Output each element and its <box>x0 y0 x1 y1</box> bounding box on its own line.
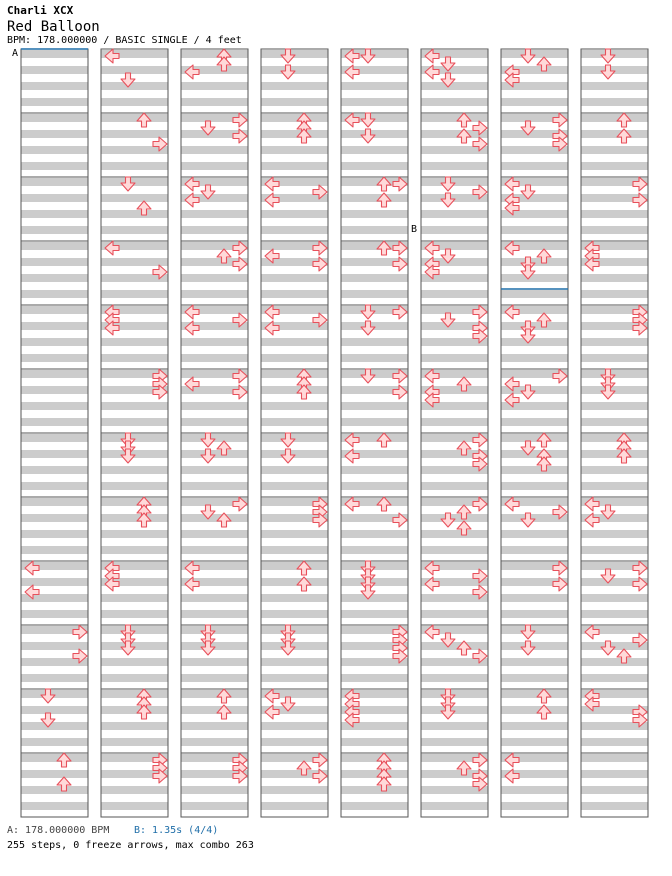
beat-stripe <box>502 338 568 346</box>
beat-stripe <box>342 418 408 426</box>
beat-stripe <box>182 786 248 794</box>
beat-stripe <box>422 658 488 666</box>
beat-stripe <box>422 610 488 618</box>
beat-stripe <box>102 354 168 362</box>
footer-bpm-a: A: 178.000000 BPM <box>7 825 110 836</box>
beat-stripe <box>422 162 488 170</box>
beat-stripe <box>342 770 408 778</box>
beat-stripe <box>182 98 248 106</box>
beat-stripe <box>262 386 328 394</box>
beat-stripe <box>502 434 568 442</box>
beat-stripe <box>22 706 88 714</box>
beat-stripe <box>262 66 328 74</box>
beat-stripe <box>502 98 568 106</box>
beat-stripe <box>342 802 408 810</box>
beat-stripe <box>502 290 568 298</box>
beat-stripe <box>422 642 488 650</box>
beat-stripe <box>262 50 328 58</box>
beat-stripe <box>502 418 568 426</box>
beat-stripe <box>582 66 648 74</box>
beat-stripe <box>342 482 408 490</box>
beat-stripe <box>582 146 648 154</box>
beat-stripe <box>582 338 648 346</box>
chart-column <box>501 49 568 817</box>
beat-stripe <box>262 98 328 106</box>
beat-stripe <box>262 722 328 730</box>
beat-stripe <box>582 98 648 106</box>
beat-stripe <box>22 258 88 266</box>
beat-stripe <box>22 658 88 666</box>
beat-stripe <box>182 402 248 410</box>
beat-stripe <box>102 98 168 106</box>
beat-stripe <box>182 434 248 442</box>
beat-stripe <box>582 610 648 618</box>
beat-stripe <box>22 802 88 810</box>
beat-stripe <box>422 690 488 698</box>
beat-stripe <box>502 258 568 266</box>
beat-stripe <box>22 82 88 90</box>
beat-stripe <box>262 562 328 570</box>
beat-stripe <box>22 770 88 778</box>
beat-stripe <box>582 594 648 602</box>
beat-stripe <box>102 498 168 506</box>
beat-stripe <box>182 706 248 714</box>
beat-stripe <box>102 338 168 346</box>
beat-stripe <box>102 194 168 202</box>
beat-stripe <box>182 802 248 810</box>
beat-stripe <box>262 82 328 90</box>
beat-stripe <box>22 146 88 154</box>
beat-stripe <box>582 546 648 554</box>
artist-name: Charli XCX <box>7 4 74 17</box>
beat-stripe <box>22 306 88 314</box>
beat-stripe <box>582 530 648 538</box>
beat-stripe <box>582 162 648 170</box>
beat-stripe <box>262 626 328 634</box>
beat-stripe <box>422 738 488 746</box>
beat-stripe <box>262 338 328 346</box>
beat-stripe <box>262 546 328 554</box>
beat-stripe <box>422 194 488 202</box>
beat-stripe <box>342 290 408 298</box>
beat-stripe <box>262 434 328 442</box>
beat-stripe <box>102 130 168 138</box>
beat-stripe <box>102 594 168 602</box>
beat-stripe <box>22 546 88 554</box>
beat-stripe <box>502 546 568 554</box>
bpm-marker-a: A <box>12 48 19 59</box>
beat-stripe <box>102 274 168 282</box>
beat-stripe <box>262 290 328 298</box>
beat-stripe <box>22 754 88 762</box>
beat-stripe <box>342 146 408 154</box>
beat-stripe <box>102 114 168 122</box>
beat-stripe <box>502 626 568 634</box>
beat-stripe <box>22 466 88 474</box>
beat-stripe <box>502 322 568 330</box>
beat-stripe <box>102 626 168 634</box>
beat-stripe <box>502 658 568 666</box>
beat-stripe <box>422 594 488 602</box>
beat-stripe <box>182 738 248 746</box>
beat-stripe <box>262 738 328 746</box>
beat-stripe <box>422 514 488 522</box>
chart-column <box>21 49 88 817</box>
beat-stripe <box>342 738 408 746</box>
beat-stripe <box>102 658 168 666</box>
beat-stripe <box>182 610 248 618</box>
beat-stripe <box>422 354 488 362</box>
beat-stripe <box>182 226 248 234</box>
beat-stripe <box>182 418 248 426</box>
beat-stripe <box>22 130 88 138</box>
beat-stripe <box>582 466 648 474</box>
beat-stripe <box>182 354 248 362</box>
beat-stripe <box>22 578 88 586</box>
beat-stripe <box>582 642 648 650</box>
beat-stripe <box>22 674 88 682</box>
beat-stripe <box>182 722 248 730</box>
beat-stripe <box>502 706 568 714</box>
beat-stripe <box>22 738 88 746</box>
beat-stripe <box>342 562 408 570</box>
beat-stripe <box>502 530 568 538</box>
beat-stripe <box>582 370 648 378</box>
beat-stripe <box>182 274 248 282</box>
beat-stripe <box>22 722 88 730</box>
beat-stripe <box>182 338 248 346</box>
beat-stripe <box>342 754 408 762</box>
beat-stripe <box>262 450 328 458</box>
beat-stripe <box>342 466 408 474</box>
beat-stripe <box>182 546 248 554</box>
beat-stripe <box>582 210 648 218</box>
beat-stripe <box>262 274 328 282</box>
beat-stripe <box>582 386 648 394</box>
beat-stripe <box>262 354 328 362</box>
beat-stripe <box>582 802 648 810</box>
beat-stripe <box>22 338 88 346</box>
beat-stripe <box>262 130 328 138</box>
beat-stripe <box>342 82 408 90</box>
beat-stripe <box>22 226 88 234</box>
beat-stripe <box>102 162 168 170</box>
beat-stripe <box>502 674 568 682</box>
beat-stripe <box>22 370 88 378</box>
beat-stripe <box>262 642 328 650</box>
beat-stripe <box>582 786 648 794</box>
beat-stripe <box>342 674 408 682</box>
beat-stripe <box>582 450 648 458</box>
beat-stripe <box>582 770 648 778</box>
beat-stripe <box>22 50 88 58</box>
beat-stripe <box>102 66 168 74</box>
beat-stripe <box>422 674 488 682</box>
beat-stripe <box>22 322 88 330</box>
beat-stripe <box>502 722 568 730</box>
beat-stripe <box>582 418 648 426</box>
beat-stripe <box>422 178 488 186</box>
beat-stripe <box>582 130 648 138</box>
beat-stripe <box>102 530 168 538</box>
beat-stripe <box>582 50 648 58</box>
beat-stripe <box>422 418 488 426</box>
song-title: Red Balloon <box>7 19 100 35</box>
beat-stripe <box>22 114 88 122</box>
beat-stripe <box>422 98 488 106</box>
beat-stripe <box>422 530 488 538</box>
beat-stripe <box>342 578 408 586</box>
beat-stripe <box>342 546 408 554</box>
beat-stripe <box>182 642 248 650</box>
beat-stripe <box>502 50 568 58</box>
beat-stripe <box>102 690 168 698</box>
beat-stripe <box>182 290 248 298</box>
beat-stripe <box>102 722 168 730</box>
beat-stripe <box>582 354 648 362</box>
beat-stripe <box>182 658 248 666</box>
beat-stripe <box>182 514 248 522</box>
beat-stripe <box>422 722 488 730</box>
beat-stripe <box>582 754 648 762</box>
beat-stripe <box>102 450 168 458</box>
beat-stripe <box>582 738 648 746</box>
beat-stripe <box>262 610 328 618</box>
beat-stripe <box>582 290 648 298</box>
beat-stripe <box>102 738 168 746</box>
beat-stripe <box>22 642 88 650</box>
beat-stripe <box>342 274 408 282</box>
beat-stripe <box>22 690 88 698</box>
beat-stripe <box>262 402 328 410</box>
beat-stripe <box>342 98 408 106</box>
beat-stripe <box>102 610 168 618</box>
beat-stripe <box>22 786 88 794</box>
beat-stripe <box>262 162 328 170</box>
beat-stripe <box>342 354 408 362</box>
beat-stripe <box>22 242 88 250</box>
beat-stripe <box>182 450 248 458</box>
beat-stripe <box>22 162 88 170</box>
beat-stripe <box>262 482 328 490</box>
beat-stripe <box>102 258 168 266</box>
chart-column <box>101 49 168 817</box>
beat-stripe <box>422 290 488 298</box>
beat-stripe <box>102 402 168 410</box>
beat-stripe <box>182 690 248 698</box>
beat-stripe <box>582 722 648 730</box>
beat-stripe <box>422 226 488 234</box>
beat-stripe <box>182 674 248 682</box>
stop-marker-b: B <box>411 224 418 235</box>
beat-stripe <box>342 530 408 538</box>
beat-stripe <box>342 162 408 170</box>
beat-stripe <box>262 146 328 154</box>
beat-stripe <box>262 594 328 602</box>
beat-stripe <box>262 578 328 586</box>
beat-stripe <box>22 482 88 490</box>
beat-stripe <box>502 610 568 618</box>
beat-stripe <box>342 226 408 234</box>
beat-stripe <box>102 786 168 794</box>
beat-stripe <box>422 802 488 810</box>
beat-stripe <box>582 434 648 442</box>
beat-stripe <box>422 706 488 714</box>
beat-stripe <box>582 402 648 410</box>
beat-stripe <box>342 194 408 202</box>
beat-stripe <box>262 466 328 474</box>
beat-stripe <box>182 482 248 490</box>
beat-stripe <box>182 466 248 474</box>
beat-stripe <box>102 642 168 650</box>
beat-stripe <box>342 786 408 794</box>
beat-stripe <box>182 594 248 602</box>
beat-stripe <box>422 82 488 90</box>
beat-stripe <box>22 98 88 106</box>
beat-stripe <box>262 786 328 794</box>
beat-stripe <box>582 658 648 666</box>
beat-stripe <box>102 290 168 298</box>
beat-stripe <box>22 418 88 426</box>
beat-stripe <box>102 178 168 186</box>
beat-stripe <box>502 482 568 490</box>
beat-stripe <box>102 466 168 474</box>
beat-stripe <box>262 658 328 666</box>
beat-stripe <box>22 402 88 410</box>
beat-stripe <box>102 82 168 90</box>
beat-stripe <box>582 274 648 282</box>
beat-stripe <box>502 146 568 154</box>
beat-stripe <box>502 226 568 234</box>
footer-stats: 255 steps, 0 freeze arrows, max combo 263 <box>7 840 254 851</box>
beat-stripe <box>102 146 168 154</box>
beat-stripe <box>102 514 168 522</box>
beat-stripe <box>182 626 248 634</box>
beat-stripe <box>502 450 568 458</box>
beat-stripe <box>422 114 488 122</box>
beat-stripe <box>182 82 248 90</box>
beat-stripe <box>582 114 648 122</box>
beat-stripe <box>22 194 88 202</box>
beat-stripe <box>22 434 88 442</box>
beat-stripe <box>262 674 328 682</box>
beat-stripe <box>502 802 568 810</box>
chart-info: BPM: 178.000000 / BASIC SINGLE / 4 feet <box>7 35 242 46</box>
beat-stripe <box>342 322 408 330</box>
beat-stripe <box>22 66 88 74</box>
beat-stripe <box>182 210 248 218</box>
beat-stripe <box>502 514 568 522</box>
beat-stripe <box>262 210 328 218</box>
chart-column <box>181 49 248 817</box>
beat-stripe <box>582 82 648 90</box>
beat-stripe <box>582 226 648 234</box>
beat-stripe <box>502 354 568 362</box>
beat-stripe <box>262 114 328 122</box>
beat-stripe <box>262 802 328 810</box>
beat-stripe <box>422 546 488 554</box>
beat-stripe <box>182 146 248 154</box>
beat-stripe <box>342 338 408 346</box>
beat-stripe <box>182 530 248 538</box>
beat-stripe <box>102 546 168 554</box>
chart-column <box>421 49 488 817</box>
beat-stripe <box>342 210 408 218</box>
beat-stripe <box>502 738 568 746</box>
beat-stripe <box>262 418 328 426</box>
beat-stripe <box>422 130 488 138</box>
beat-stripe <box>102 706 168 714</box>
beat-stripe <box>502 690 568 698</box>
beat-stripe <box>22 354 88 362</box>
beat-stripe <box>22 450 88 458</box>
beat-stripe <box>502 642 568 650</box>
beat-stripe <box>582 674 648 682</box>
beat-stripe <box>422 338 488 346</box>
beat-stripe <box>502 162 568 170</box>
beat-stripe <box>342 658 408 666</box>
beat-stripe <box>102 418 168 426</box>
beat-stripe <box>262 370 328 378</box>
beat-stripe <box>22 290 88 298</box>
beat-stripe <box>422 146 488 154</box>
beat-stripe <box>502 274 568 282</box>
beat-stripe <box>102 210 168 218</box>
beat-stripe <box>22 386 88 394</box>
beat-stripe <box>102 434 168 442</box>
beat-stripe <box>22 498 88 506</box>
beat-stripe <box>182 162 248 170</box>
beat-stripe <box>22 530 88 538</box>
beat-stripe <box>102 674 168 682</box>
beat-stripe <box>262 226 328 234</box>
beat-stripe <box>22 210 88 218</box>
footer-stop-b: B: 1.35s (4/4) <box>134 825 219 836</box>
beat-stripe <box>342 130 408 138</box>
beat-stripe <box>502 786 568 794</box>
beat-stripe <box>422 210 488 218</box>
beat-stripe <box>422 466 488 474</box>
beat-stripe <box>502 594 568 602</box>
beat-stripe <box>102 226 168 234</box>
beat-stripe <box>342 402 408 410</box>
beat-stripe <box>102 802 168 810</box>
beat-stripe <box>22 514 88 522</box>
beat-stripe <box>342 610 408 618</box>
beat-stripe <box>422 786 488 794</box>
beat-stripe <box>582 482 648 490</box>
beat-stripe <box>22 178 88 186</box>
beat-stripe <box>182 50 248 58</box>
beat-stripe <box>22 610 88 618</box>
beat-stripe <box>342 594 408 602</box>
beat-stripe <box>262 530 328 538</box>
beat-stripe <box>102 482 168 490</box>
beat-stripe <box>422 482 488 490</box>
beat-stripe <box>22 274 88 282</box>
beat-stripe <box>502 466 568 474</box>
